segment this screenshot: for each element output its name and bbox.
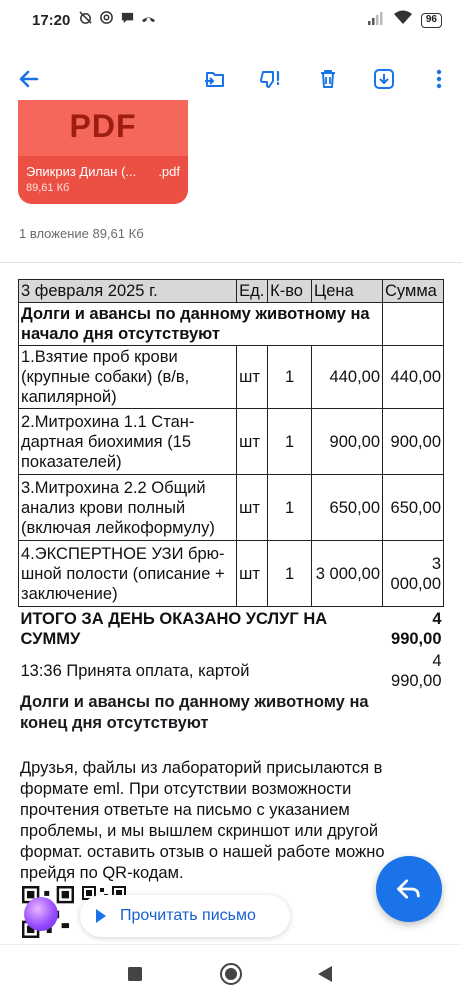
empty-cell xyxy=(383,303,444,346)
battery-icon: 96 xyxy=(421,13,442,28)
delete-button[interactable] xyxy=(313,64,343,94)
table-row xyxy=(19,541,444,607)
missed-call-icon xyxy=(141,10,156,30)
table-row xyxy=(19,475,444,541)
table-row xyxy=(19,346,444,409)
back-button[interactable] xyxy=(14,64,44,94)
download-icon xyxy=(372,67,396,91)
attachment-name: Эпикриз Дилан (... xyxy=(26,164,137,179)
system-back-button[interactable] xyxy=(312,961,338,987)
total-value: 4 990,00 xyxy=(391,610,442,648)
service-name: 2.Митрохина 1.1 Стан-дартная биохимия (15 показателей) xyxy=(19,409,237,475)
debt-start-row xyxy=(19,303,444,346)
table-row xyxy=(19,409,444,475)
pdf-file-icon: PDF xyxy=(69,108,137,144)
at-sign-icon xyxy=(99,10,114,30)
service-sum: 900,00 xyxy=(383,409,444,475)
payment-label: 13:36 Принята оплата, картой xyxy=(20,662,250,680)
home-button[interactable] xyxy=(218,961,244,987)
debt-end-text: Долги и авансы по данному животному на конец дня отсутствуют xyxy=(20,693,369,732)
more-options-button[interactable] xyxy=(424,64,454,94)
service-qty: 1 xyxy=(268,409,312,475)
chat-bubble-icon xyxy=(120,10,135,30)
recents-icon xyxy=(127,966,143,982)
home-icon xyxy=(219,962,243,986)
divider xyxy=(0,262,462,263)
silent-alarm-icon xyxy=(78,10,93,30)
report-spam-button[interactable] xyxy=(256,64,286,94)
service-price: 650,00 xyxy=(312,475,383,541)
service-qty: 1 xyxy=(268,541,312,607)
service-sum: 3 000,00 xyxy=(383,541,444,607)
service-unit: шт xyxy=(237,541,268,607)
service-unit: шт xyxy=(237,409,268,475)
header-sum: Сумма xyxy=(383,280,444,303)
status-time: 17:20 xyxy=(32,11,71,29)
service-name: 3.Митрохина 2.2 Общий анализ крови полный (включая лейкоформулу) xyxy=(19,475,237,541)
attachment-extension: .pdf xyxy=(158,164,180,179)
assistant-avatar[interactable] xyxy=(24,897,58,931)
back-icon xyxy=(317,965,333,983)
service-price: 3 000,00 xyxy=(312,541,383,607)
signal-icon xyxy=(367,11,385,30)
service-name: 4.ЭКСПЕРТНОЕ УЗИ брю-шной полости (описание + заключение) xyxy=(19,541,237,607)
service-qty: 1 xyxy=(268,346,312,409)
move-to-folder-icon xyxy=(203,67,227,91)
attachment-summary: 1 вложение 89,61 Кб xyxy=(19,226,144,241)
report-spam-icon xyxy=(259,67,283,91)
payment-row xyxy=(19,650,444,692)
back-arrow-icon xyxy=(17,67,41,91)
payment-value: 4 990,00 xyxy=(391,652,442,690)
service-qty: 1 xyxy=(268,475,312,541)
attachment-size: 89,61 Кб xyxy=(26,182,70,194)
total-label: ИТОГО ЗА ДЕНЬ ОКАЗАНО УСЛУГ НА СУММУ xyxy=(20,610,328,648)
pdf-attachment-card[interactable] xyxy=(18,100,188,204)
service-name: 1.Взятие проб крови (крупные собаки) (в/в, капилярной) xyxy=(19,346,237,409)
status-bar xyxy=(0,0,462,40)
move-to-folder-button[interactable] xyxy=(200,64,230,94)
recents-button[interactable] xyxy=(122,961,148,987)
debt-start-text: Долги и авансы по данному животному на начало дня отсутствуют xyxy=(19,303,383,346)
service-sum: 650,00 xyxy=(383,475,444,541)
header-price: Цена xyxy=(312,280,383,303)
wifi-icon xyxy=(393,10,413,30)
service-price: 440,00 xyxy=(312,346,383,409)
header-unit: Ед. xyxy=(237,280,268,303)
reply-button[interactable] xyxy=(376,856,442,922)
table-header-row xyxy=(19,280,444,303)
read-email-label: Прочитать письмо xyxy=(120,907,256,924)
system-nav-bar xyxy=(0,944,462,1000)
more-vert-icon xyxy=(427,67,451,91)
header-qty: К-во xyxy=(268,280,312,303)
service-sum: 440,00 xyxy=(383,346,444,409)
play-icon xyxy=(96,909,106,923)
reply-icon xyxy=(395,875,423,903)
email-toolbar xyxy=(0,56,462,100)
total-row xyxy=(19,607,444,651)
invoice-table xyxy=(18,279,444,692)
download-button[interactable] xyxy=(369,64,399,94)
service-price: 900,00 xyxy=(312,409,383,475)
service-unit: шт xyxy=(237,346,268,409)
email-note: Друзья, файлы из лабораторий присылаются в формате eml. При отсутствии возможности прочтения ответьте на письмо с указанием проблемы, и мы вышлем скриншот или другой формат. оставить отзыв о нашей работе можно прейдя по QR-кодам. xyxy=(20,759,385,882)
header-date: 3 февраля 2025 г. xyxy=(19,280,237,303)
service-unit: шт xyxy=(237,475,268,541)
read-email-button[interactable] xyxy=(80,895,290,937)
delete-icon xyxy=(316,67,340,91)
